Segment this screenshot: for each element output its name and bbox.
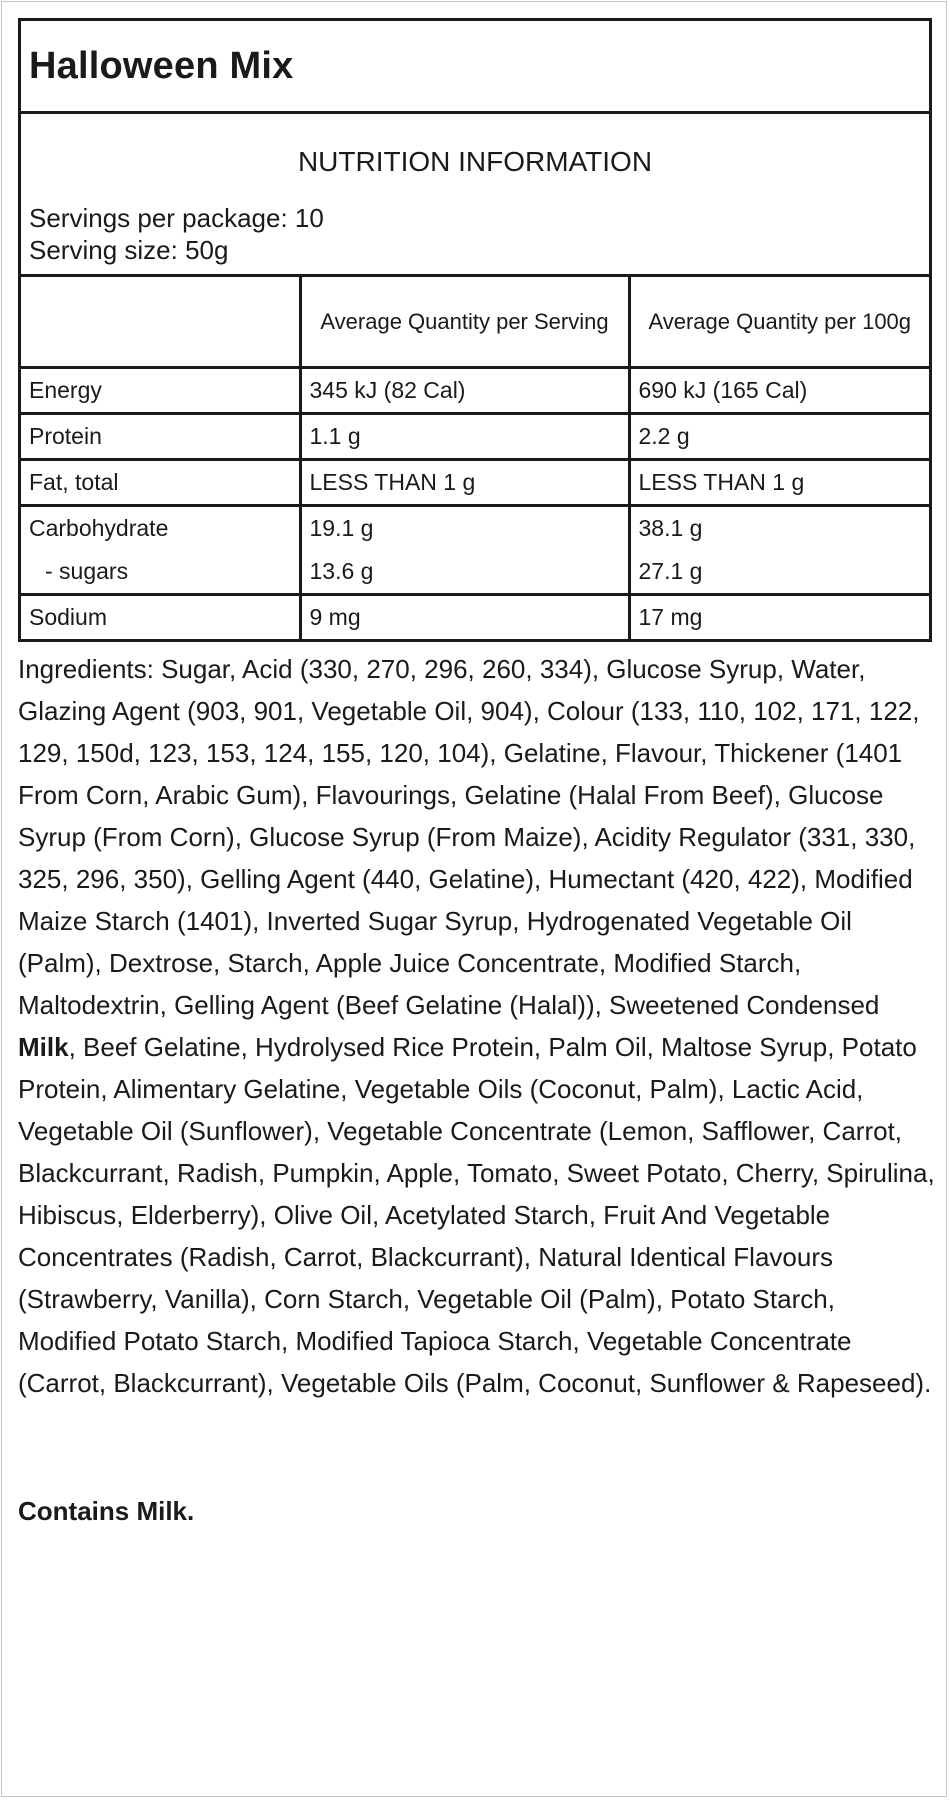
column-header-label [21,277,300,368]
per-100g-value: 38.1 g [638,515,703,541]
per-100g-value: 690 kJ (165 Cal) [629,368,929,414]
row-label: - sugars [21,550,300,595]
ingredients-part-2: , Beef Gelatine, Hydrolysed Rice Protein, Palm Oil, Maltose Syrup, Potato Protein, Alimentary Gelatine, Vegetable Oils (Coconut, Palm), Lactic Acid, Vegetable Oil (Sunflower), Vegetable Concentrate (Lemon, Safflower, Carrot, Blackcurrant, Radish, Pumpkin, Apple, Tomato, Sweet Potato, Cherry, Spirulina, Hibiscus, Elderberry), Olive Oil, Acetylated Starch, Fruit And Vegetable Concentrates (Radish, Carrot, Blackcurrant), Natural Identical Flavours (Strawberry, Vanilla), Corn Starch, Vegetable Oil (Palm), Potato Starch, Modified Potato Starch, Modified Tapioca Starch, Vegetable Concentrate (Carrot, Blackcurrant), Vegetable Oils (Palm, Coconut, Sunflower & Rapeseed). [18,1032,935,1398]
per-100g-value: 2.2 g [629,414,929,460]
row-label: Fat, total [21,460,300,506]
ingredients-part-1: Ingredients: Sugar, Acid (330, 270, 296, 260, 334), Glucose Syrup, Water, Glazing Agent (903, 901, Vegetable Oil, 904), Colour (133, 110, 102, 171, 122, 129, 150d, 123, 153, 124, 155, 120, 104), Gelatine, Flavour, Thickener (1401 From Corn, Arabic Gum), Flavourings, Gelatine (Halal From Beef), Glucose Syrup (From Corn), Glucose Syrup (From Maize), Acidity Regulator (331, 330, 325, 296, 350), Gelling Agent (440, Gelatine), Humectant (420, 422), Modified Maize Starch (1401), Inverted Sugar Syrup, Hydrogenated Vegetable Oil (Palm), Dextrose, Starch, Apple Juice Concentrate, Modified Starch, Maltodextrin, Gelling Agent (Beef Gelatine (Halal)), Sweetened Condensed [18,654,920,1020]
per-serving-value: 13.6 g [300,550,629,595]
ingredients-text [18,648,936,1404]
row-label: Sodium [21,595,300,640]
servings-per-package: Servings per package: 10 [29,203,324,233]
per-100g-value: 17 mg [638,604,703,630]
table-row-energy [21,368,929,414]
per-serving-value: 19.1 g [300,506,629,551]
row-label: Protein [21,414,300,460]
allergen-statement: Contains Milk. [18,1496,195,1526]
per-100g-value: 27.1 g [629,550,929,595]
column-header-per-serving: Average Quantity per Serving [300,277,629,368]
table-row-sugars [21,550,929,595]
nutrition-heading: NUTRITION INFORMATION [297,146,653,177]
per-100g-value: LESS THAN 1 g [629,460,929,506]
table-header-row [21,277,929,368]
nutrition-panel [18,18,932,642]
per-serving-value: LESS THAN 1 g [300,460,629,506]
serving-size: Serving size: 50g [29,235,229,265]
row-label: Carbohydrate [21,506,300,551]
table-row-sodium [21,595,929,640]
product-title: Halloween Mix [29,44,294,87]
per-serving-value: 1.1 g [300,414,629,460]
per-serving-value: 345 kJ (82 Cal) [300,368,629,414]
table-row-fat [21,460,929,506]
allergen-milk: Milk [18,1032,69,1062]
per-serving-value: 9 mg [300,595,629,640]
title-section [21,21,929,114]
row-label: Energy [21,368,300,414]
column-header-per-100g: Average Quantity per 100g [629,277,929,368]
table-row-protein [21,414,929,460]
nutrition-table [21,277,929,639]
serving-info-section [21,114,929,277]
table-row-carbohydrate [21,506,929,551]
